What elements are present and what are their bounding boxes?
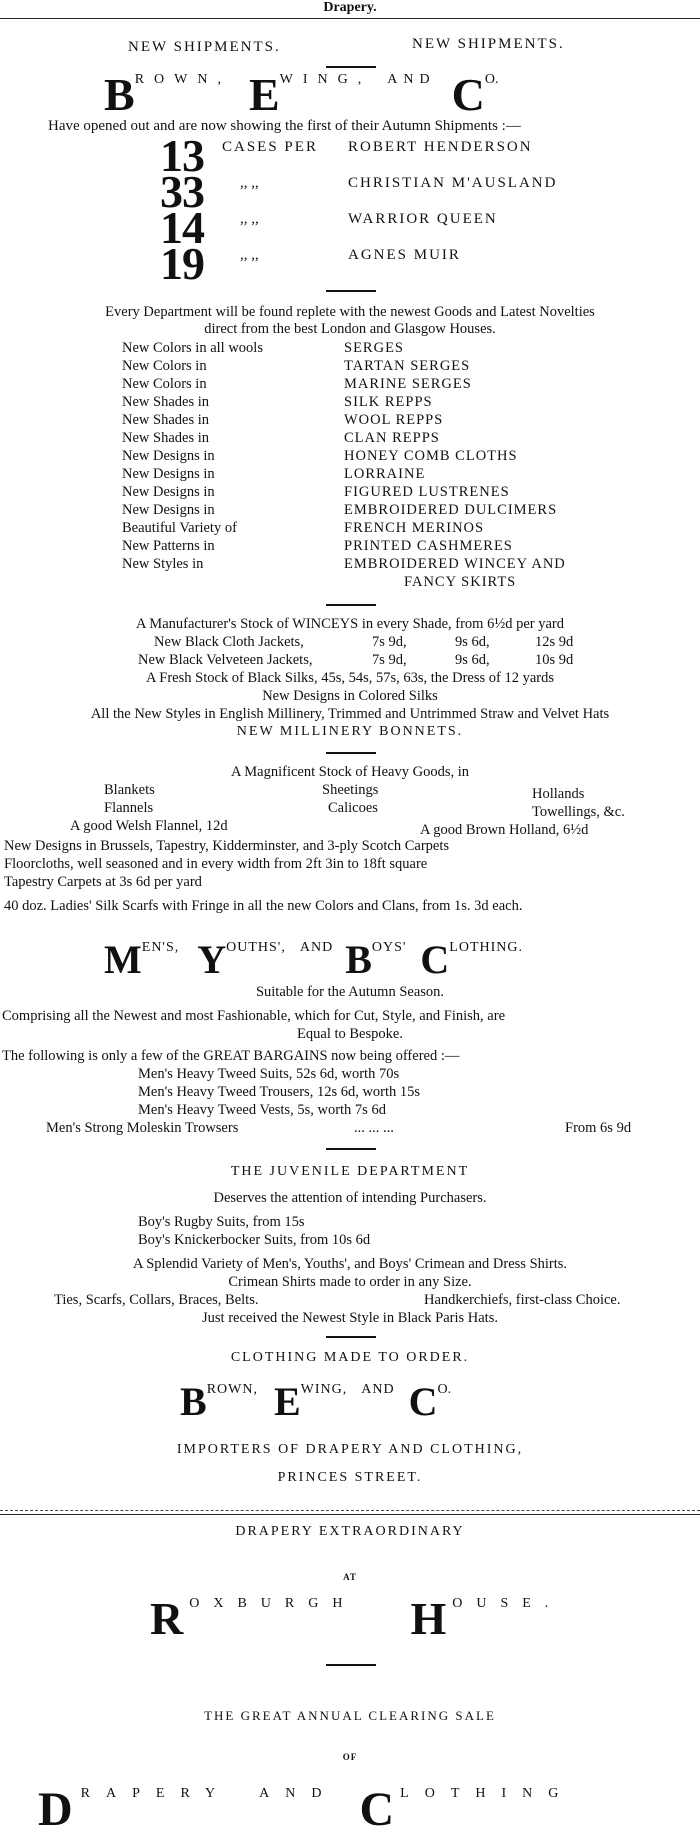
- shipment-name: WARRIOR QUEEN: [348, 211, 498, 227]
- at-label: AT: [343, 1572, 357, 1582]
- of-label: OF: [342, 1752, 358, 1762]
- boys-item: Boy's Rugby Suits, from 15s: [138, 1214, 305, 1230]
- goods-item: Calicoes: [328, 800, 378, 816]
- short-rule: [326, 290, 376, 292]
- moleskin-dots: ... ... ...: [354, 1120, 394, 1136]
- scarfs-line: 40 doz. Ladies' Silk Scarfs with Fringe in all the new Colors and Clans, from 1s. 3d each.: [4, 898, 523, 914]
- department-line: Every Department will be found replete with the newest Goods and Latest Novelties: [105, 304, 595, 320]
- short-rule: [326, 66, 376, 68]
- jacket-price: 7s 9d,: [372, 652, 407, 668]
- fancy-skirts: FANCY SKIRTS: [404, 574, 517, 590]
- comprising-line: Comprising all the Newest and most Fashionable, which for Cut, Style, and Finish, are: [2, 1008, 506, 1024]
- welsh-flannel: A good Welsh Flannel, 12d: [70, 818, 228, 834]
- jacket-price: 10s 9d: [535, 652, 574, 668]
- shirts-line: A Splendid Variety of Men's, Youths', and Boys' Crimean and Dress Shirts.: [132, 1256, 568, 1272]
- comprising-line: Equal to Bespoke.: [297, 1026, 403, 1042]
- clearing-sale: THE GREAT ANNUAL CLEARING SALE: [204, 1708, 496, 1723]
- new-shipments-left: NEW SHIPMENTS.: [128, 39, 281, 55]
- clothing-heading: MEN'S, YOUTHS', AND BOYS' CLOTHING.: [104, 937, 524, 982]
- jacket-price: 12s 9d: [535, 634, 574, 650]
- drapery-clothing: DRAPERY AND C LOTHING: [38, 1783, 575, 1836]
- jacket-price: 9s 6d,: [455, 634, 490, 650]
- heavy-goods: A Magnificent Stock of Heavy Goods, in: [230, 764, 469, 780]
- section-divider: [0, 1514, 700, 1515]
- deserves-line: Deserves the attention of intending Purchasers.: [213, 1190, 487, 1206]
- bonnets-line: NEW MILLINERY BONNETS.: [236, 724, 464, 739]
- goods-item: Blankets: [104, 782, 155, 798]
- importers-line: IMPORTERS OF DRAPERY AND CLOTHING,: [176, 1442, 524, 1457]
- brown-holland: A good Brown Holland, 6½d: [420, 822, 589, 838]
- street-line: PRINCES STREET.: [277, 1470, 423, 1485]
- short-rule: [326, 1336, 376, 1338]
- suit-item: Men's Heavy Tweed Suits, 52s 6d, worth 70s: [138, 1066, 400, 1082]
- silks-line: A Fresh Stock of Black Silks, 45s, 54s, 57s, 63s, the Dress of 12 yards: [145, 670, 554, 686]
- winceys-line: A Manufacturer's Stock of WINCEYS in every Shade, from 6½d per yard: [136, 616, 564, 632]
- firm-heading: BROWN, EWING, AND CO.: [104, 69, 499, 120]
- moleskin-item: Men's Strong Moleskin Trowsers: [46, 1120, 239, 1136]
- shipment-per: CASES PER: [222, 139, 318, 155]
- short-rule: [326, 1664, 376, 1666]
- department-line: direct from the best London and Glasgow Houses.: [204, 321, 496, 337]
- shipment-count: 19: [160, 238, 204, 289]
- millinery-line: All the New Styles in English Millinery, Trimmed and Untrimmed Straw and Velvet Hats: [90, 706, 610, 722]
- boys-item: Boy's Knickerbocker Suits, from 10s 6d: [138, 1232, 371, 1248]
- goods-item: Hollands: [532, 786, 585, 802]
- shipment-per: ,, ,,: [240, 211, 259, 227]
- autumn-line: Suitable for the Autumn Season.: [255, 984, 445, 1000]
- new-shipments-right: NEW SHIPMENTS.: [412, 36, 565, 52]
- intro-text: Have opened out and are now showing the first of their Autumn Shipments :—: [48, 118, 521, 134]
- shipment-per: ,, ,,: [240, 175, 259, 191]
- goods-item: Flannels: [104, 800, 154, 816]
- shipment-count: 14: [160, 202, 204, 253]
- juvenile-heading: THE JUVENILE DEPARTMENT: [230, 1164, 470, 1179]
- drapery-extraordinary: DRAPERY EXTRAORDINARY: [235, 1524, 465, 1539]
- tapestry-line: Tapestry Carpets at 3s 6d per yard: [4, 874, 202, 890]
- floorcloths-line: Floorcloths, well seasoned and in every width from 2ft 3in to 18ft square: [4, 856, 428, 872]
- bargains-line: The following is only a few of the GREAT BARGAINS now being offered :—: [2, 1048, 460, 1064]
- suit-item: Men's Heavy Tweed Trousers, 12s 6d, worth 15s: [138, 1084, 421, 1100]
- paris-hats-line: Just received the Newest Style in Black Paris Hats.: [202, 1310, 498, 1326]
- shipment-name: ROBERT HENDERSON: [348, 139, 533, 155]
- jacket-price: 7s 9d,: [372, 634, 407, 650]
- firm-footer: BROWN, EWING, AND CO.: [180, 1379, 452, 1424]
- section-title: Drapery.: [323, 0, 377, 15]
- section-divider: [0, 1510, 700, 1511]
- shipment-per: ,, ,,: [240, 247, 259, 263]
- ties-line: Ties, Scarfs, Collars, Braces, Belts.: [54, 1292, 259, 1308]
- short-rule: [326, 604, 376, 606]
- jacket-name: New Black Cloth Jackets,: [154, 634, 304, 650]
- carpets-line: New Designs in Brussels, Tapestry, Kidderminster, and 3-ply Scotch Carpets: [4, 838, 450, 854]
- handkerchiefs-line: Handkerchiefs, first-class Choice.: [424, 1292, 621, 1308]
- shipment-count: 13: [160, 130, 204, 181]
- goods-item: Towellings, &c.: [532, 804, 625, 820]
- short-rule: [326, 752, 376, 754]
- made-to-order: CLOTHING MADE TO ORDER.: [230, 1350, 470, 1365]
- colored-silks: New Designs in Colored Silks: [262, 688, 438, 704]
- short-rule: [326, 1148, 376, 1150]
- goods-item: Sheetings: [322, 782, 379, 798]
- shipment-count: 33: [160, 166, 204, 217]
- top-rule: [0, 18, 700, 19]
- suit-item: Men's Heavy Tweed Vests, 5s, worth 7s 6d: [138, 1102, 386, 1118]
- roxburgh-house: ROXBURGH H OUSE.: [150, 1593, 563, 1644]
- shipment-name: AGNES MUIR: [348, 247, 461, 263]
- shipment-name: CHRISTIAN M'AUSLAND: [348, 175, 558, 191]
- crimean-line: Crimean Shirts made to order in any Size.: [228, 1274, 472, 1290]
- jacket-name: New Black Velveteen Jackets,: [138, 652, 313, 668]
- moleskin-price: From 6s 9d: [565, 1120, 632, 1136]
- jacket-price: 9s 6d,: [455, 652, 490, 668]
